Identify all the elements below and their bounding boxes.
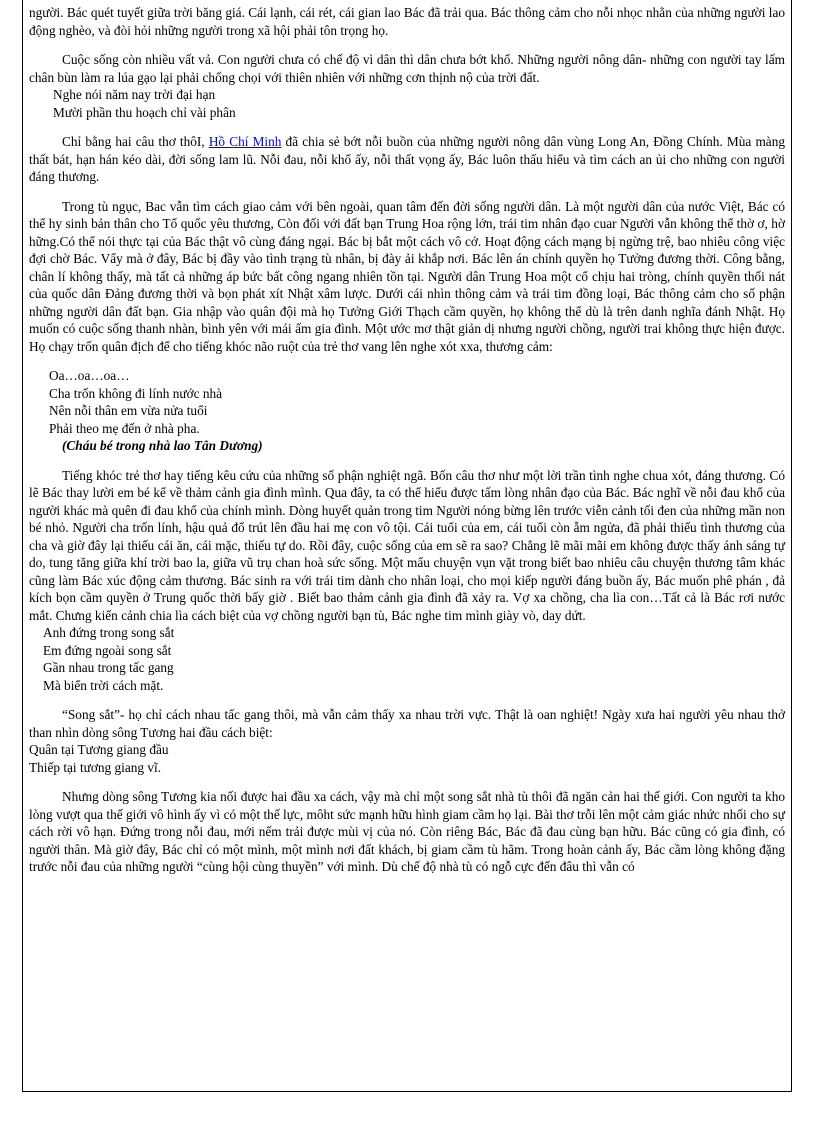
paragraph-4: Trong tù ngục, Bac vẫn tìm cách giao cảm với bên ngoài, quan tâm đến đời sống người dân. Là một người dân của nước Việt, Bác có thể hy sinh bản thân cho Tổ quốc yêu thương, Còn đối với đất bạn Trung Hoa rộng lớn, trái tim nhân đạo cuar Người vẫn không thể thờ ơ, hờ hững.Có thể nói thực tại của Bác thật vô cùng đáng ngại. Bác bị bắt một cách vô cớ. Hoạt động cách mạng bị ngừng trệ, bao nhiêu công việc đợi chờ Bác. Vẩy mà ở đây, Bác bị đầy vào tình trạng tù nhân, bị đày ải khắp nơi. Bác lên án chính quyền họ Tưởng đương thời. Công bằng, chân lí không thấy, mà tất cả những áp bức bất công ngang nhiên tồn tại. Người dân Trung Hoa một cổ chịu hai tròng, chính quyền thối nát của quốc dân Đảng đương thời và bọn phát xít Nhật xâm lược. Dưới cái nhìn thông cảm và trái tim đồng loại, Bác thông cảm cho số phận những người dân đất bạn. Gia nhập vào quân đội mà họ Tưởng Giới Thạch cầm quyền, họ không thể dù là trên danh nghĩa đánh Nhật. Họ muốn có cuộc sống thanh nhàn, bình yên với mái ấm gia đình. Một ước mơ thật giản dị nhưng người chồng, người trai không thực hiện được. Họ chạy trốn quân địch để cho tiếng khóc não ruột của trẻ thơ vang lên nghe xót xxa, thương cảm: — [29, 198, 785, 354]
poem-line: Gần nhau trong tấc gang — [43, 660, 174, 675]
paragraph-6: “Song sắt”- họ chỉ cách nhau tấc gang thôi, mà vẫn cảm thấy xa nhau trời vực. Thật là oan nghiệt! Ngày xưa hai người yêu nhau thở than nhìn dòng sông Tương hai đầu cách biệt: — [29, 707, 785, 740]
poem-line: Nên nỗi thân em vừa nửa tuổi — [49, 403, 208, 418]
poem-line: Em đứng ngoài song sắt — [43, 642, 172, 658]
paragraph-2: Cuộc sống còn nhiều vất vả. Con người chưa có chế độ vì dân thì dân chưa bớt khổ. Những người nông dân- những con người tay lấm chân bùn làm ra lúa gạo lại phải chống chọi với thiên nhiên với những cơn thịnh nộ của trời đất. — [29, 52, 785, 85]
poem-line: Cha trốn không đi lính nước nhà — [49, 385, 223, 401]
poem-line: Thiếp tại tương giang vĩ. — [29, 759, 162, 775]
paragraph-3-before: Chỉ bằng hai câu thơ thôI, — [62, 134, 209, 149]
document-body — [29, 4, 785, 876]
poem-line: Oa…oa…oa… — [49, 368, 130, 383]
paragraph-3-after: đã chia sẻ bớt nỗi buồn của những người nông dân vùng Long An, Đồng Chính. Mùa màng thất bát, hạn hán kéo dài, đời sống lam lũ. Nỗi đau, nỗi khổ ấy, nỗi thất vọng ấy, Bác luôn thấu hiểu và tìm cách an ủi cho những con người đáng thương. — [29, 134, 785, 184]
ho-chi-minh-link[interactable]: Hồ Chí Minh — [208, 134, 282, 149]
poem-line: Mười phần thu hoạch chỉ vài phân — [53, 104, 236, 120]
poem-line: Nghe nói năm nay trời đại hạn — [53, 87, 216, 102]
poem-line: Phải theo mẹ đến ở nhà pha. — [49, 420, 200, 436]
page-frame — [22, 0, 792, 1092]
paragraph-1: người. Bác quét tuyết giữa trời băng giá. Cái lạnh, cái rét, cái gian lao Bác đã trải qua. Bác thông cảm cho nỗi nhọc nhằn của những người lao động nghèo, và đòi hỏi những người trong xã hội phải tôn trọng họ. — [29, 5, 785, 38]
poem-line: Quân tại Tương giang đầu — [29, 742, 169, 757]
paragraph-3 — [29, 133, 785, 186]
paragraph-5: Tiếng khóc trẻ thơ hay tiếng kêu cứu của những số phận nghiệt ngã. Bốn câu thơ như một lời trần tình nghe chua xót, đáng thương. Có lẽ Bác thay lười em bé kể về thảm cảnh gia đình mình. Qua đây, ta có thể hiểu được tấm lòng nhân đạo của Bác. Bác nghĩ về nỗi đau khổ của người khác mà quên đi đau khổ của chính mình. Dòng huyết quản trong tim Người nóng bừng lên trước viễn cảnh tối đen của những mần non bé nhỏ. Người cha trốn lính, hậu quả đổ trút lên đầu hai mẹ con vô tội. Cái tuổi của em, cái tuổi còn ẵm ngửa, đã phải thiếu tình thương của cha và giờ đây lại thiếu cái ăn, cái mặc, thiếu tự do. Rồi đây, cuộc sống của em sẽ ra sao? Chẳng lẽ mãi mãi em không được thấy ánh sáng tự do, tung tăng giữa khí trời bao la, giữa vũ trụ chan hoà sức sống. Một mẩu chuyện vụn vặt trong biết bao nhiêu câu chuyện thương tâm khác cũng làm Bác xúc động cảm thương. Bác sinh ra với trái tim dành cho nhân loại, cho mọi kiếp người đáng buồn ấy, Bác muốn phê phán , đả kích bọn cầm quyền ở Trung quốc thời bấy giờ . Biết bao thảm cảnh gia đình đã xảy ra. Vợ xa chồng, cha lìa con…Tất cả là Bác rơi nước mắt. Chưng kiến cảnh chia lìa cách biệt của vợ chồng người bạn tù, Bác nghe tim mình giày vò, day dứt. — [29, 467, 785, 623]
poem-caption: (Cháu bé trong nhà lao Tân Dương) — [62, 438, 263, 453]
poem-line: Anh đứng trong song sắt — [43, 625, 175, 640]
paragraph-7: Nhưng dòng sông Tương kia nối được hai đầu xa cách, vậy mà chỉ một song sắt nhà tù thôi đã ngăn cản hai thế giới. Con người ta kho lòng vượt qua thế giới vô hình ấy vì có một thế lực, môht sức mạnh hữu hình giam cầm họ lại. Bài thơ trỗi lên một cảm giác nhức nhối cho sự cách rời vô hạn. Đứng trong nỗi đau, mới nếm trải được mùi vị của nó. Còn riêng Bác, Bác đã đau cùng bạn hữu. Bác cũng có gia đình, có người thân. Mà giờ đây, Bác chỉ có một mình, một mình nơi đất khách, bị giam cầm tù hãm. Trong hoàn cảnh ấy, Bác cầm lòng không đặng trước nỗi đau của những người “cùng hội cùng thuyền” với mình. Dù chế độ nhà tù có ngỗ cực đến đâu thì vẫn có — [29, 789, 785, 874]
poem-line: Mà biển trời cách mặt. — [43, 677, 164, 693]
